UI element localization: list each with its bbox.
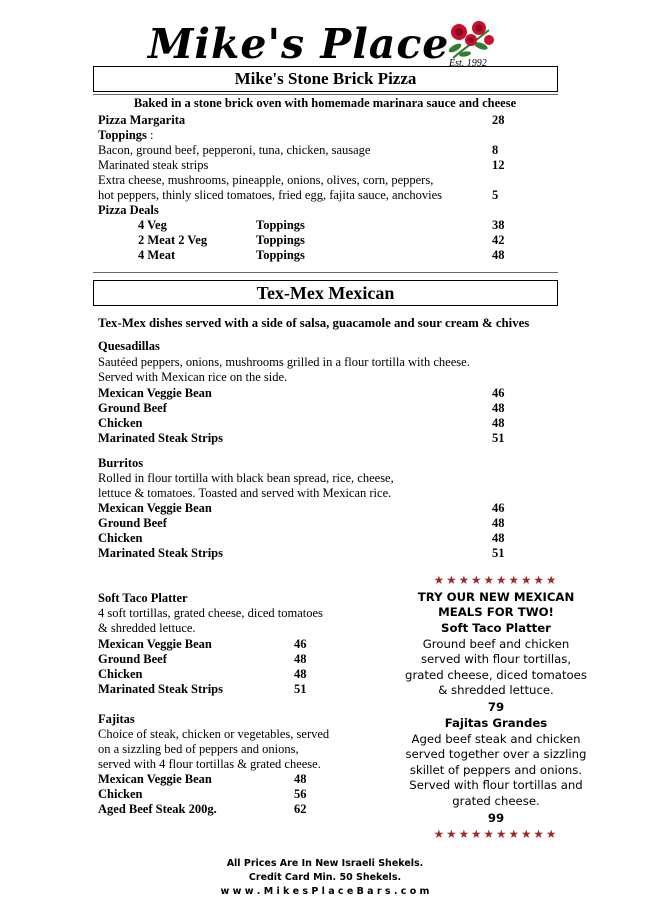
promo-item-2-desc: Served with flour tortillas and: [409, 778, 583, 792]
pizza-margarita-price: 28: [492, 113, 505, 127]
divider: [93, 272, 558, 273]
burritos-desc-2: lettuce & tomatoes. Toasted and served with Mexican rice.: [98, 486, 392, 500]
menu-item-name: Chicken: [98, 667, 143, 681]
footer-prices-note: All Prices Are In New Israeli Shekels.: [226, 858, 424, 869]
texmex-section-title: Tex-Mex Mexican: [93, 280, 558, 306]
toppings-heading: [98, 128, 154, 143]
stars-decoration-bottom: ★★★★★★★★★★: [433, 827, 559, 841]
fajitas-desc-1: Choice of steak, chicken or vegetables, served: [98, 727, 330, 741]
menu-item-name: Marinated Steak Strips: [98, 431, 223, 445]
menu-item-price: 48: [294, 772, 307, 786]
burritos-heading: Burritos: [98, 456, 144, 470]
menu-item-name: Mexican Veggie Bean: [98, 501, 212, 515]
pizza-deals-heading: Pizza Deals: [98, 203, 159, 217]
fajitas-heading: Fajitas: [98, 712, 135, 726]
soft-taco-desc-1: 4 soft tortillas, grated cheese, diced tomatoes: [98, 606, 323, 620]
rose-icon: [445, 18, 497, 62]
menu-item-name: Aged Beef Steak 200g.: [98, 802, 217, 816]
divider: [93, 94, 558, 95]
footer-credit-note: Credit Card Min. 50 Shekels.: [248, 872, 402, 883]
menu-item-price: 51: [492, 546, 505, 560]
soft-taco-heading: Soft Taco Platter: [98, 591, 188, 605]
deal-label: Toppings: [256, 233, 305, 247]
promo-item-2-desc: grated cheese.: [452, 794, 540, 808]
toppings-line-2: Marinated steak strips: [98, 158, 209, 172]
menu-item-price: 48: [294, 667, 307, 681]
menu-item-name: Chicken: [98, 787, 143, 801]
quesadillas-desc-2: Served with Mexican rice on the side.: [98, 370, 288, 384]
deal-count: 4 Meat: [138, 248, 176, 262]
deal-count: 2 Meat 2 Veg: [138, 233, 208, 247]
menu-item-name: Ground Beef: [98, 516, 167, 530]
burritos-desc-1: Rolled in flour tortilla with black bean spread, rice, cheese,: [98, 471, 394, 485]
menu-item-name: Mexican Veggie Bean: [98, 772, 212, 786]
deal-price: 42: [492, 233, 505, 247]
quesadillas-heading: Quesadillas: [98, 339, 160, 353]
logo-text: Mike's Place: [148, 20, 450, 68]
menu-item-name: Chicken: [98, 416, 143, 430]
established-date: Est. 1992: [449, 58, 487, 69]
pizza-section-title: Mike's Stone Brick Pizza: [93, 66, 558, 92]
toppings-label: Toppings: [98, 128, 147, 142]
promo-heading-2: MEALS FOR TWO!: [438, 605, 554, 619]
promo-item-2-desc: Aged beef steak and chicken: [411, 732, 581, 746]
promo-item-1-name: Soft Taco Platter: [441, 621, 551, 635]
menu-item-name: Ground Beef: [98, 401, 167, 415]
promo-item-1-desc: grated cheese, diced tomatoes: [405, 668, 587, 682]
menu-item-price: 48: [294, 652, 307, 666]
promo-item-1-desc: served with flour tortillas,: [420, 652, 572, 666]
stars-decoration-top: ★★★★★★★★★★: [433, 573, 559, 587]
menu-item-name: Mexican Veggie Bean: [98, 386, 212, 400]
menu-item-price: 51: [294, 682, 307, 696]
toppings-colon: :: [146, 128, 154, 142]
menu-item-name: Marinated Steak Strips: [98, 682, 223, 696]
menu-item-price: 62: [294, 802, 307, 816]
toppings-line-4: hot peppers, thinly sliced tomatoes, fried egg, fajita sauce, anchovies: [98, 188, 442, 202]
toppings-line-3: Extra cheese, mushrooms, pineapple, onions, olives, corn, peppers,: [98, 173, 434, 187]
quesadillas-desc-1: Sautéed peppers, onions, mushrooms grilled in a flour tortilla with cheese.: [98, 355, 470, 369]
menu-item-name: Ground Beef: [98, 652, 167, 666]
deal-price: 38: [492, 218, 505, 232]
fajitas-desc-3: served with 4 flour tortillas & grated cheese.: [98, 757, 321, 771]
texmex-subtitle: Tex-Mex dishes served with a side of salsa, guacamole and sour cream & chives: [98, 316, 530, 330]
menu-item-price: 56: [294, 787, 307, 801]
footer-website: w w w . M i k e s P l a c e B a r s . c o m: [220, 886, 430, 897]
toppings-line-2-price: 12: [492, 158, 505, 172]
menu-item-price: 48: [492, 416, 505, 430]
fajitas-desc-2: on a sizzling bed of peppers and onions,: [98, 742, 299, 756]
toppings-line-1-price: 8: [492, 143, 499, 157]
menu-item-price: 48: [492, 516, 505, 530]
toppings-line-4-price: 5: [492, 188, 499, 202]
promo-item-2-desc: skillet of peppers and onions.: [409, 763, 583, 777]
promo-item-2-price: 99: [487, 811, 505, 825]
menu-item-name: Mexican Veggie Bean: [98, 637, 212, 651]
menu-item-price: 48: [492, 401, 505, 415]
toppings-line-1: Bacon, ground beef, pepperoni, tuna, chicken, sausage: [98, 143, 371, 157]
menu-item-name: Chicken: [98, 531, 143, 545]
deal-count: 4 Veg: [138, 218, 167, 232]
deal-label: Toppings: [256, 248, 305, 262]
menu-item-price: 46: [492, 501, 505, 515]
menu-item-price: 51: [492, 431, 505, 445]
pizza-subtitle: Baked in a stone brick oven with homemade marinara sauce and cheese: [133, 96, 517, 110]
deal-price: 48: [492, 248, 505, 262]
promo-item-1-price: 79: [487, 700, 505, 714]
pizza-margarita-name: Pizza Margarita: [98, 113, 186, 127]
menu-item-name: Marinated Steak Strips: [98, 546, 223, 560]
soft-taco-desc-2: & shredded lettuce.: [98, 621, 196, 635]
promo-heading-1: TRY OUR NEW MEXICAN: [417, 590, 575, 604]
deal-label: Toppings: [256, 218, 305, 232]
promo-item-1-desc: Ground beef and chicken: [422, 637, 570, 651]
promo-item-1-desc: & shredded lettuce.: [438, 683, 554, 697]
menu-item-price: 46: [492, 386, 505, 400]
promo-item-2-name: Fajitas Grandes: [444, 716, 548, 730]
menu-item-price: 46: [294, 637, 307, 651]
menu-item-price: 48: [492, 531, 505, 545]
promo-item-2-desc: served together over a sizzling: [405, 747, 587, 761]
